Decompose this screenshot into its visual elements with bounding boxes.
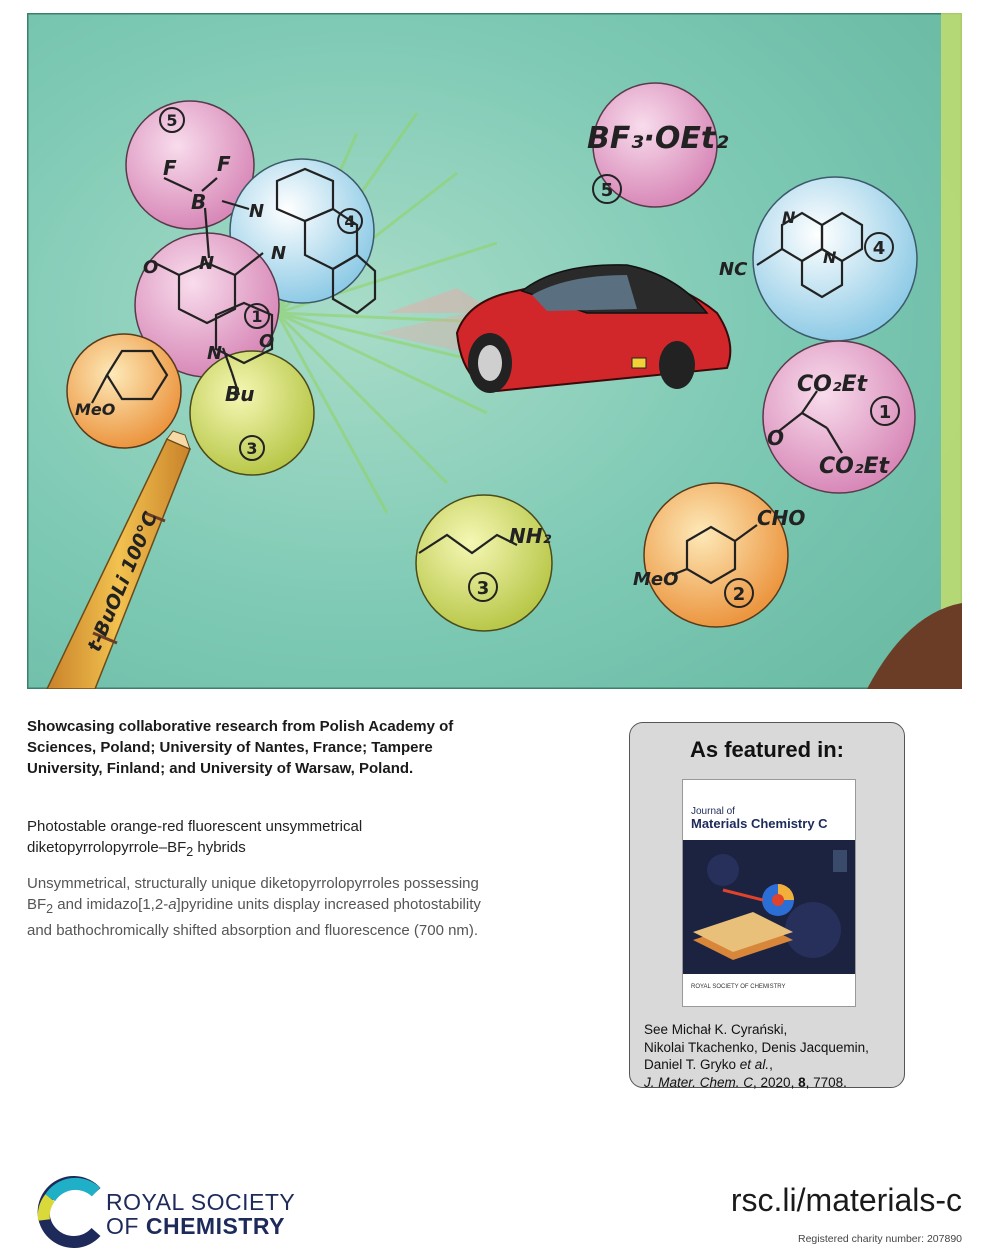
label-o2: O	[259, 331, 275, 352]
label-n-bf: N	[249, 201, 265, 222]
label-n-imid: N	[271, 243, 287, 264]
label-b: B	[191, 190, 207, 214]
number-3-right: 3	[476, 578, 490, 599]
reagent-cho: CHO	[757, 506, 806, 530]
journal-cover-thumbnail[interactable]	[682, 779, 856, 1007]
number-4-right: 4	[872, 238, 886, 259]
svg-text:5: 5	[166, 111, 178, 130]
label-n-dpp1: N	[199, 253, 215, 274]
sphere-2-right	[644, 483, 788, 627]
charity-number: Registered charity number: 207890	[797, 1233, 962, 1245]
pencil-label: t-BuOLi 100°C	[83, 508, 163, 655]
rsc-logo-icon[interactable]	[36, 1176, 106, 1248]
reagent-n2: N	[823, 248, 837, 267]
featured-reference: See Michał K. Cyrański, Nikolai Tkachenko, Denis Jacquemin, Daniel T. Gryko et al., J. Mater. Chem. C, 2020, 8, 7708.	[644, 1022, 869, 1090]
svg-text:3: 3	[246, 439, 258, 458]
featured-title: As featured in:	[689, 737, 845, 762]
reagent-ketone-o: O	[767, 426, 785, 450]
label-meo: MeO	[75, 400, 116, 419]
cover-publisher: ROYAL SOCIETY OF CHEMISTRY	[691, 984, 786, 990]
number-2-right: 2	[732, 584, 746, 605]
sphere-3-right	[416, 495, 552, 631]
showcase-text: Showcasing collaborative research from Polish Academy of Sciences, Poland; University of Nantes, France; Tampere University, Finland; and University of Warsaw, Poland.	[27, 718, 454, 777]
article-abstract: Unsymmetrical, structurally unique diketopyrrolopyrroles possessing $BF_2$ and imidazo[1,2-a]pyridine units display increased photostability and bathochromically shifted absorption and fluorescence (700 nm).	[27, 875, 481, 939]
label-f1: F	[163, 156, 177, 180]
svg-text:1: 1	[251, 307, 263, 326]
svg-text:4: 4	[344, 212, 356, 231]
reagent-co2et-top: CO₂Et	[797, 372, 868, 397]
reagent-bf3: BF₃·OEt₂	[587, 121, 729, 156]
rsc-logo-text[interactable]: ROYAL SOCIETY OF CHEMISTRY	[106, 1189, 296, 1239]
reagent-nc: NC	[719, 259, 748, 280]
cover-artwork	[27, 13, 962, 689]
reagent-n1: N	[782, 208, 796, 227]
cover-image	[683, 840, 856, 974]
journal-website-link[interactable]: rsc.li/materials-c	[730, 1182, 962, 1218]
label-f2: F	[217, 152, 231, 176]
reagent-meo: MeO	[633, 569, 679, 590]
number-1-right: 1	[878, 402, 892, 423]
reagent-nh2: NH₂	[509, 524, 552, 548]
article-title: Photostable orange-red fluorescent unsymmetrical diketopyrrolopyrrole–$BF_2$ hybrids	[27, 818, 363, 859]
citation-journal: J. Mater. Chem. C	[644, 1074, 754, 1090]
cover-journal-title: Journal of Materials Chemistry C	[691, 806, 828, 831]
reagent-co2et-bottom: CO₂Et	[819, 454, 890, 479]
label-n-dpp2: N	[207, 343, 223, 364]
featured-box	[629, 722, 905, 1088]
label-bu: Bu	[225, 382, 255, 406]
number-5-right: 5	[600, 180, 614, 201]
label-o1: O	[143, 257, 159, 278]
